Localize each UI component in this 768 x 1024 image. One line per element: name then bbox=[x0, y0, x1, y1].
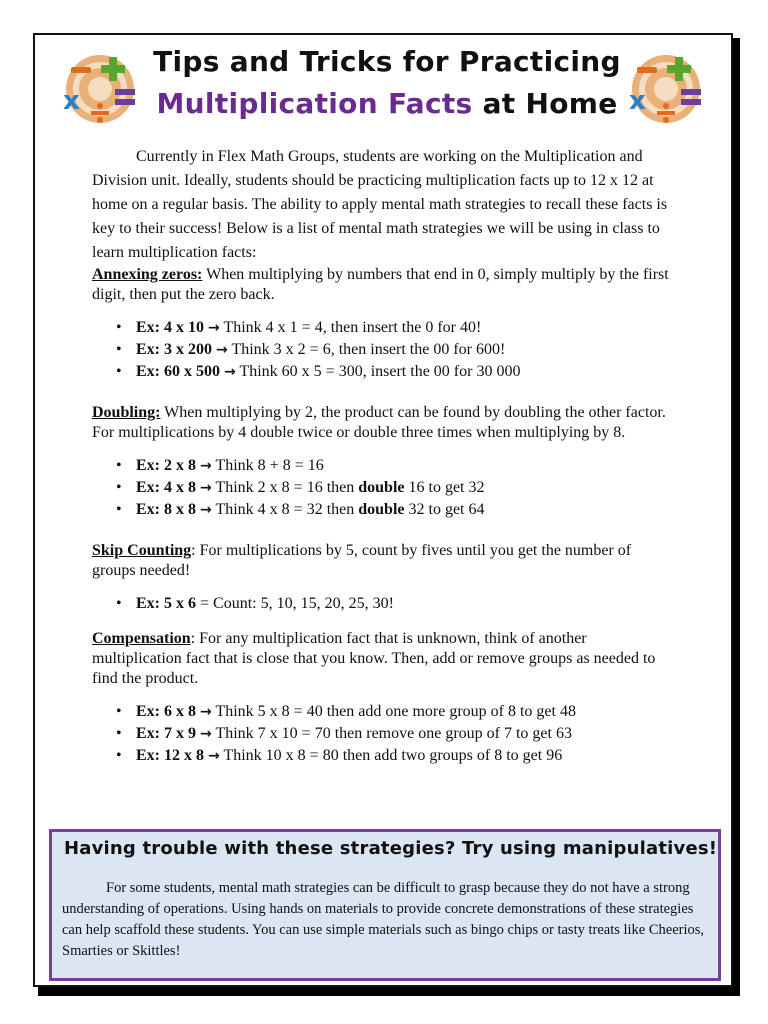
example-text: Think 5 x 8 = 40 then add one more group of 8 to get 48 bbox=[215, 703, 576, 720]
list-item bbox=[136, 499, 672, 521]
list-item bbox=[136, 723, 672, 745]
arrow-icon: → bbox=[208, 748, 220, 764]
section-heading: Doubling: bbox=[92, 404, 161, 421]
example-label: Ex: 5 x 6 bbox=[136, 595, 196, 612]
example-text: 32 to get 64 bbox=[404, 501, 485, 518]
example-label: Ex: 7 x 9 bbox=[136, 725, 196, 742]
arrow-icon: → bbox=[200, 458, 212, 474]
example-list bbox=[92, 593, 672, 615]
example-text: = Count: 5, 10, 15, 20, 25, 30! bbox=[196, 595, 394, 612]
list-item bbox=[136, 339, 672, 361]
example-label: Ex: 12 x 8 bbox=[136, 747, 204, 764]
page-subtitle bbox=[147, 87, 627, 120]
list-item bbox=[136, 701, 672, 723]
title-highlight: Multiplication Facts bbox=[156, 87, 473, 120]
example-label: Ex: 8 x 8 bbox=[136, 501, 196, 518]
svg-text:x: x bbox=[629, 86, 646, 116]
arrow-icon: → bbox=[200, 502, 212, 518]
list-item bbox=[136, 317, 672, 339]
list-item bbox=[136, 593, 672, 615]
section-text: : For any multiplication fact that is unknown, think of another multiplication fact that is close that you know. Then, add or remove groups as needed to find the product. bbox=[92, 630, 656, 687]
arrow-icon: → bbox=[208, 320, 220, 336]
arrow-icon: → bbox=[200, 704, 212, 720]
page-title: Tips and Tricks for Practicing bbox=[153, 45, 621, 78]
example-label: Ex: 60 x 500 bbox=[136, 363, 220, 380]
example-text: Think 3 x 2 = 6, then insert the 00 for 600! bbox=[231, 341, 506, 358]
list-item bbox=[136, 455, 672, 477]
section-text: When multiplying by 2, the product can be found by doubling the other factor. For multiplications by 4 double twice or double three times when multiplying by 8. bbox=[92, 404, 666, 441]
math-operators-logo-icon bbox=[623, 43, 709, 129]
example-label: Ex: 4 x 10 bbox=[136, 319, 204, 336]
section-text: : For multiplications by 5, count by fives until you get the number of groups needed! bbox=[92, 542, 632, 579]
section-heading: Annexing zeros: bbox=[92, 266, 203, 283]
arrow-icon: → bbox=[200, 726, 212, 742]
example-text: Think 7 x 10 = 70 then remove one group of 7 to get 63 bbox=[215, 725, 572, 742]
arrow-icon: → bbox=[216, 342, 228, 358]
example-label: Ex: 3 x 200 bbox=[136, 341, 212, 358]
callout-body bbox=[62, 878, 712, 962]
example-list bbox=[92, 455, 672, 521]
arrow-icon: → bbox=[224, 364, 236, 380]
section-doubling bbox=[92, 403, 672, 443]
callout-paragraph: For some students, mental math strategies can be difficult to grasp because they do not have a strong understanding of operations. Using hands on materials to provide concrete demonstrations of these strategies can help scaffold these students. You can use simple materials such as bingo chips or tasty treats like Cheerios, Smarties or Skittles! bbox=[62, 880, 705, 959]
callout-title: Having trouble with these strategies? Try using manipulatives! bbox=[64, 838, 718, 859]
emphasis-word: double bbox=[358, 479, 405, 496]
example-text: Think 2 x 8 = 16 then bbox=[215, 479, 359, 496]
section-annexing-zeros bbox=[92, 265, 672, 305]
title-rest: at Home bbox=[472, 87, 618, 120]
arrow-icon: → bbox=[200, 480, 212, 496]
section-heading: Compensation bbox=[92, 630, 191, 647]
section-compensation bbox=[92, 629, 672, 689]
example-label: Ex: 4 x 8 bbox=[136, 479, 196, 496]
example-list bbox=[92, 701, 672, 767]
handout-page bbox=[33, 33, 733, 987]
example-text: Think 60 x 5 = 300, insert the 00 for 30 000 bbox=[239, 363, 521, 380]
list-item bbox=[136, 745, 672, 767]
section-text: When multiplying by numbers that end in 0, simply multiply by the first digit, then put the zero back. bbox=[92, 266, 669, 303]
example-list bbox=[92, 317, 672, 383]
list-item bbox=[136, 477, 672, 499]
manipulatives-callout-box bbox=[49, 829, 721, 981]
example-label: Ex: 6 x 8 bbox=[136, 703, 196, 720]
example-text: 16 to get 32 bbox=[404, 479, 485, 496]
section-heading: Skip Counting bbox=[92, 542, 192, 559]
list-item bbox=[136, 361, 672, 383]
svg-text:x: x bbox=[63, 86, 80, 116]
example-text: Think 4 x 8 = 32 then bbox=[215, 501, 359, 518]
math-operators-logo-icon bbox=[57, 43, 143, 129]
main-content bbox=[92, 145, 672, 767]
example-text: Think 4 x 1 = 4, then insert the 0 for 40! bbox=[223, 319, 482, 336]
intro-paragraph: Currently in Flex Math Groups, students are working on the Multiplication and Division unit. Ideally, students should be practicing multiplication facts up to 12 x 12 at home on a regular basis. The ability to apply mental math strategies to recall these facts is key to their success! Below is a list of mental math strategies we will be using in class to learn multiplication facts: bbox=[92, 148, 668, 261]
example-text: Think 10 x 8 = 80 then add two groups of 8 to get 96 bbox=[223, 747, 563, 764]
example-label: Ex: 2 x 8 bbox=[136, 457, 196, 474]
emphasis-word: double bbox=[358, 501, 405, 518]
section-skip-counting bbox=[92, 541, 672, 581]
example-text: Think 8 + 8 = 16 bbox=[215, 457, 324, 474]
